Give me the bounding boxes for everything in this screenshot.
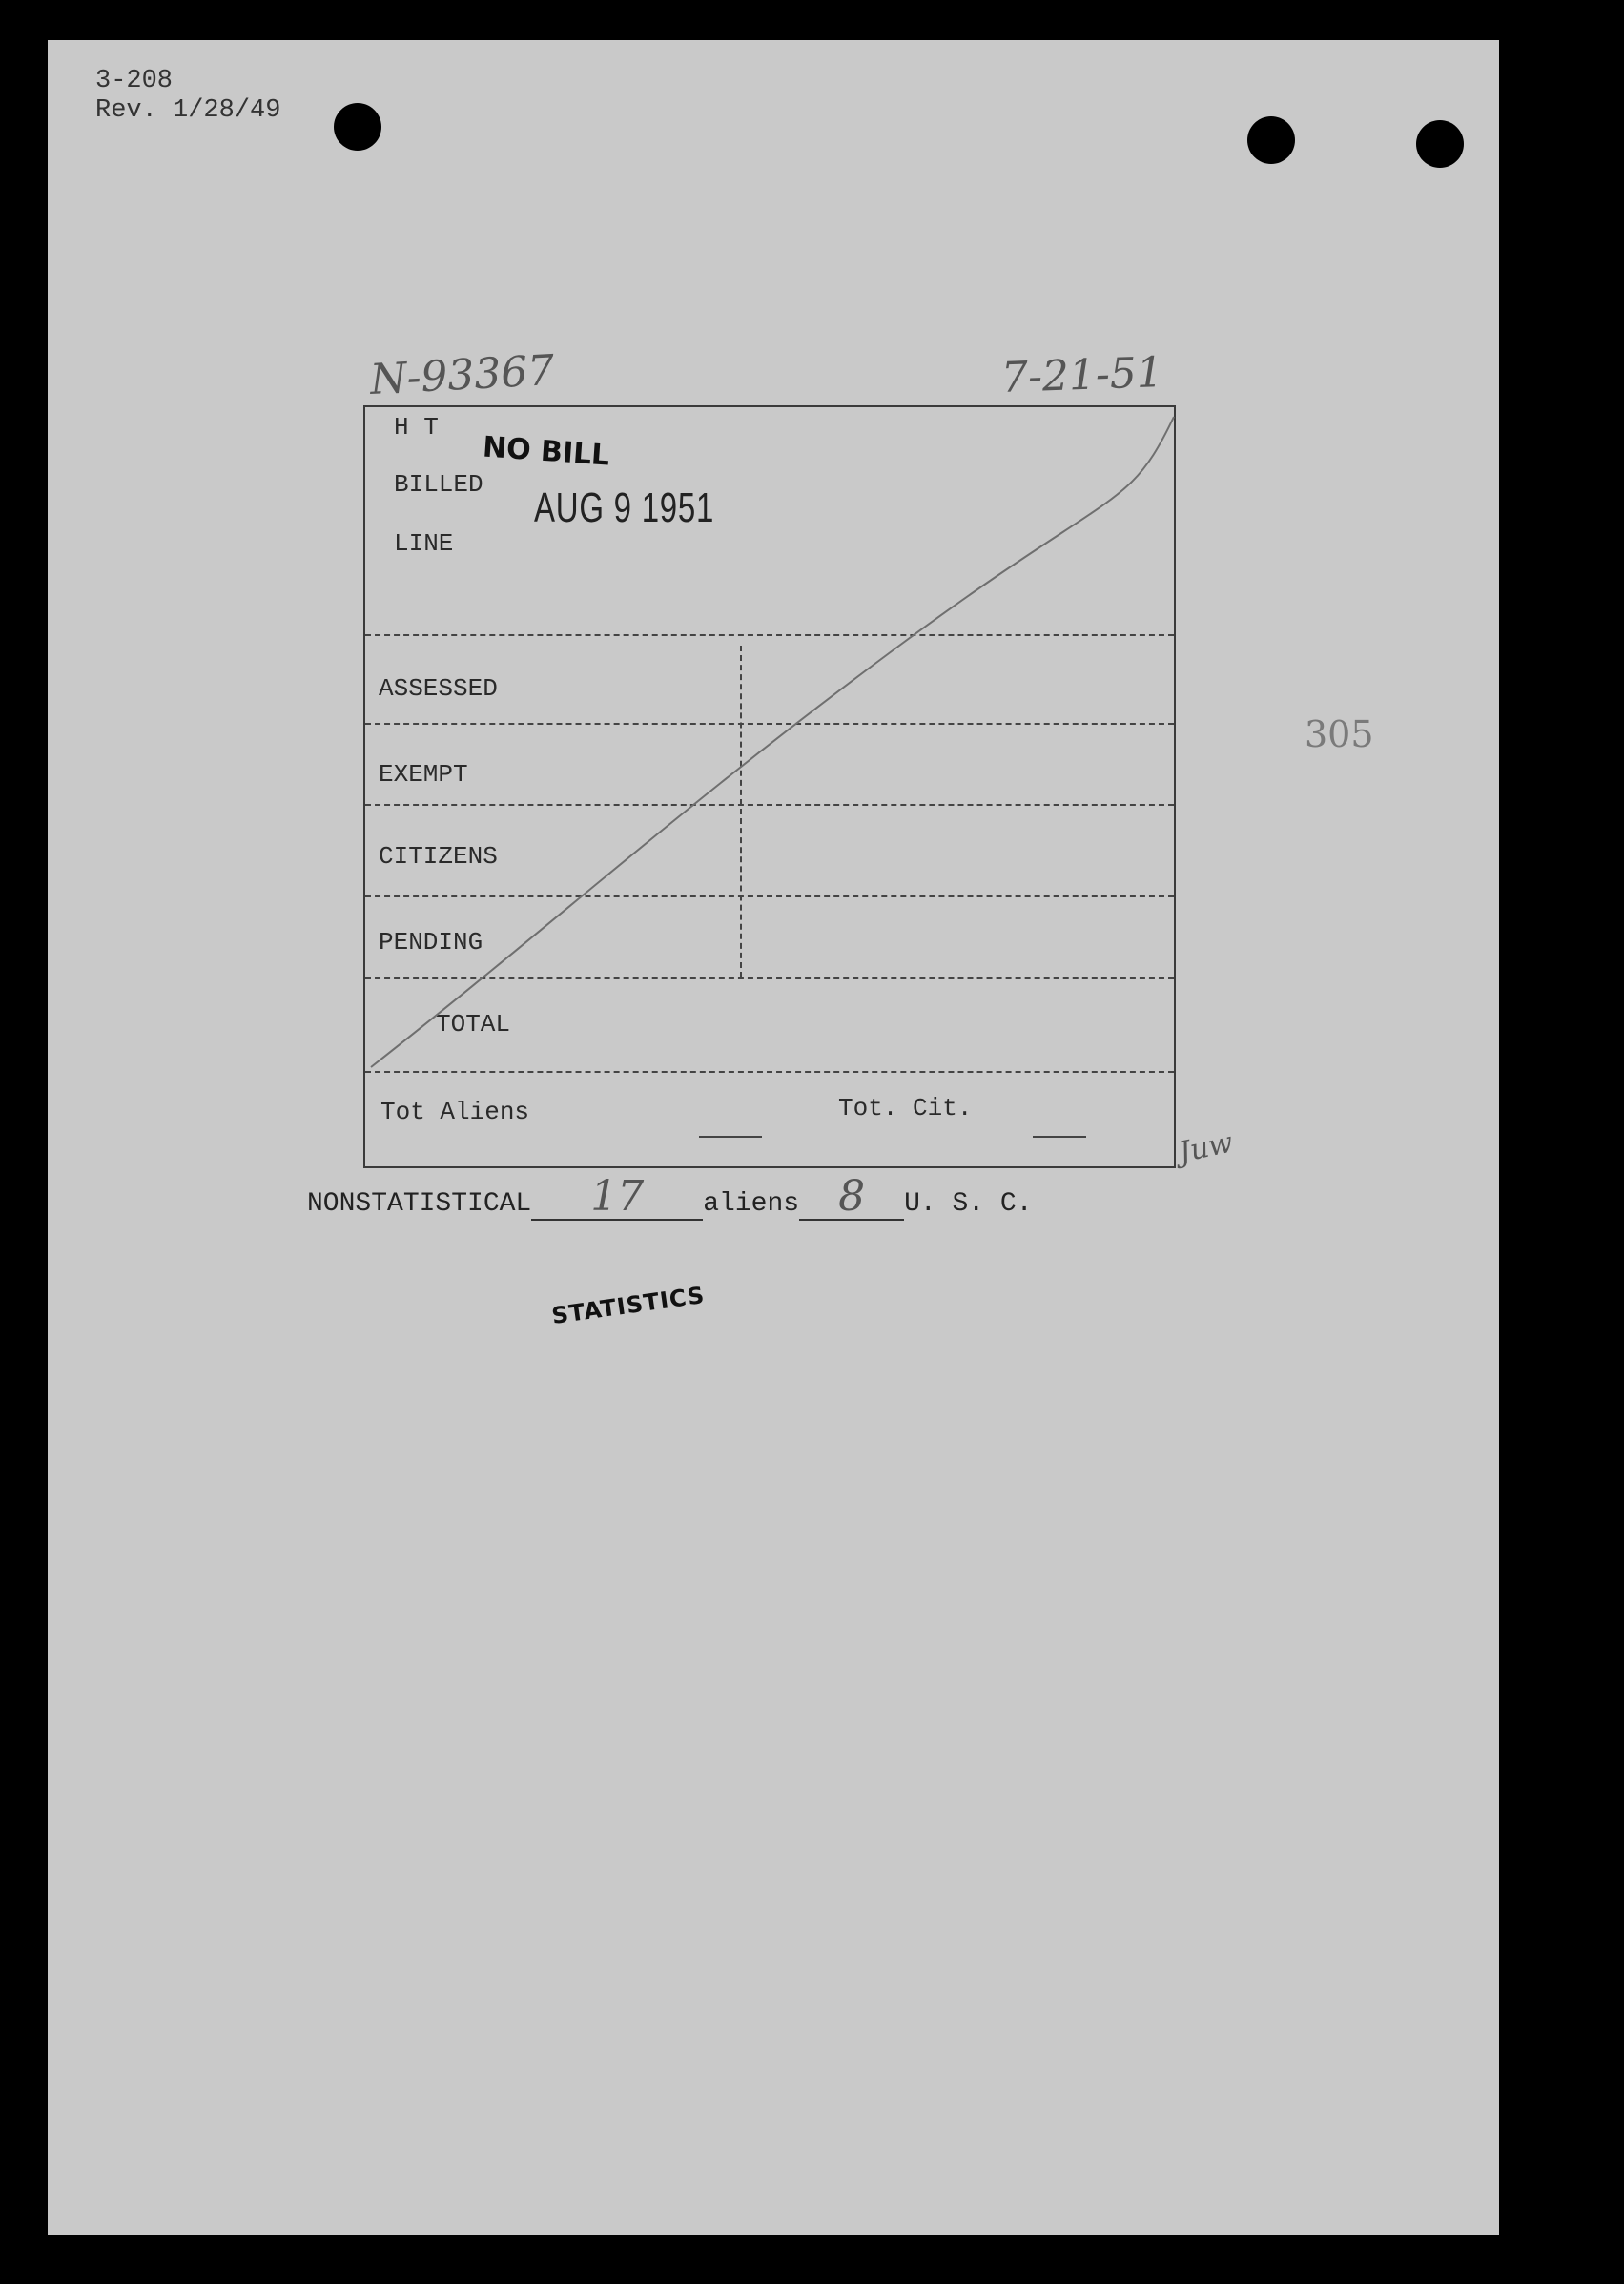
aliens-count: 17 — [590, 1172, 645, 1221]
form-number: 3-208 — [95, 67, 174, 95]
cancel-diagonal-line — [365, 407, 1178, 1170]
exempt-label: EXEMPT — [379, 760, 468, 789]
punch-hole — [334, 103, 381, 151]
form-revision: Rev. 1/28/49 — [95, 96, 281, 125]
usc-count: 8 — [838, 1172, 866, 1221]
aliens-count-blank — [531, 1172, 703, 1221]
form-number-block — [95, 67, 280, 126]
assessed-label: ASSESSED — [379, 674, 498, 703]
billed-label: BILLED — [394, 470, 483, 499]
total-label: TOTAL — [436, 1010, 511, 1039]
date-stamp: AUG 9 1951 — [534, 484, 715, 531]
punch-hole — [1416, 120, 1464, 168]
pending-label: PENDING — [379, 928, 483, 957]
tally-box — [363, 405, 1176, 1168]
tot-cit-label: Tot. Cit. — [838, 1094, 973, 1122]
usc-label: U. S. C. — [904, 1189, 1033, 1219]
page-number: 305 — [1305, 713, 1374, 755]
ht-label: H T — [394, 413, 439, 442]
nonstatistical-label: NONSTATISTICAL — [307, 1189, 532, 1219]
no-bill-stamp: NO BILL — [481, 430, 611, 473]
tot-aliens-label: Tot Aliens — [380, 1098, 530, 1126]
handwritten-date: 7-21-51 — [1000, 348, 1164, 402]
nonstatistical-line — [307, 1172, 1033, 1221]
line-label: LINE — [394, 529, 454, 558]
handwritten-initials: Juw — [1175, 1125, 1237, 1170]
citizens-label: CITIZENS — [379, 842, 498, 871]
handwritten-file-number: N-93367 — [368, 345, 556, 405]
aliens-label: aliens — [703, 1189, 800, 1219]
punch-hole — [1247, 116, 1295, 164]
statistics-stamp: STATISTICS — [549, 1281, 707, 1330]
usc-count-blank — [799, 1172, 904, 1221]
